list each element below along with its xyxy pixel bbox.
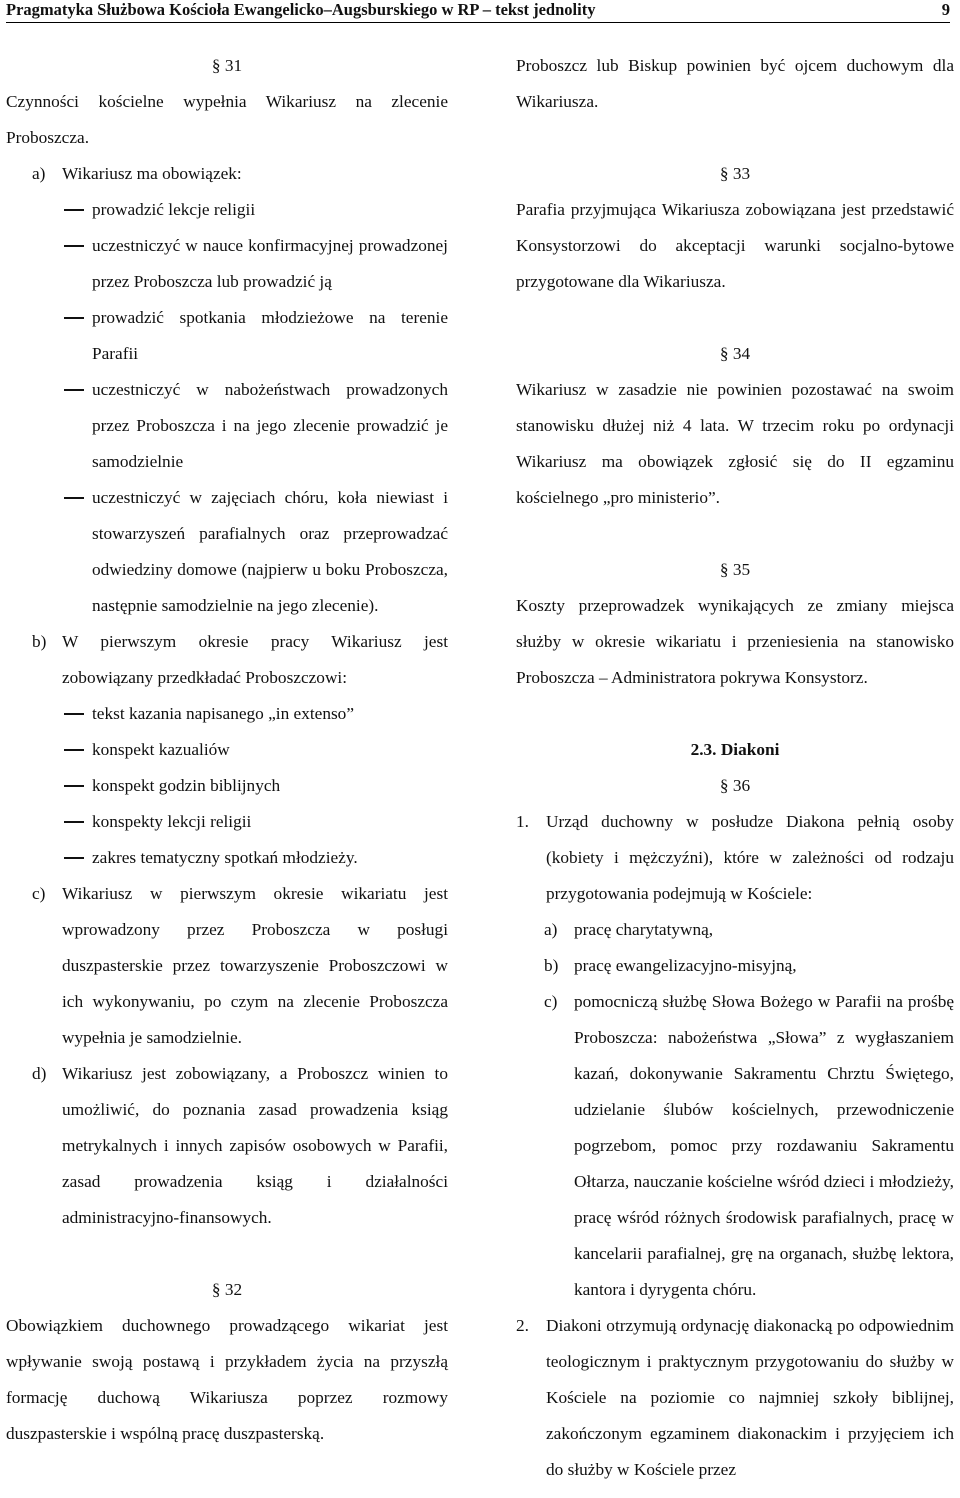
list-item-text: Wikariusz jest zobowiązany, a Proboszcz winien to umożliwić, do poznania zasad prowadzenia ksiąg metrykalnych i innych zapisów osobowych w Parafii, zasad prowadzenia ksiąg i działalności administracyjno-finansowych. — [62, 1064, 448, 1227]
section-33-text: Parafia przyjmująca Wikariusza zobowiązana jest przedstawić Konsystorzowi do akceptacji warunki socjalno-bytowe przygotowane dla Wikariusza. — [516, 200, 954, 291]
dash-item-text: konspekty lekcji religii — [92, 812, 252, 831]
list-label: b) — [32, 632, 47, 651]
section-31-intro: Czynności kościelne wypełnia Wikariusz na zlecenie Proboszcza. — [6, 92, 448, 147]
dash-bullet — [64, 497, 84, 499]
spacer — [516, 120, 954, 156]
dash-item-text: tekst kazania napisanego „in extenso” — [92, 704, 354, 723]
dash-item-text: konspekt kazualiów — [92, 740, 230, 759]
list-item-text: Wikariusz ma obowiązek: — [62, 164, 242, 183]
dash-item-text: konspekt godzin biblijnych — [92, 776, 281, 795]
dash-item-text: prowadzić spotkania młodzieżowe na terenie Parafii — [92, 308, 448, 363]
sub-item-c — [516, 984, 954, 1308]
dash-bullet — [64, 821, 84, 823]
section-36-heading: § 36 — [719, 776, 751, 795]
section-35-heading: § 35 — [719, 560, 751, 579]
left-column — [6, 48, 448, 1452]
running-header — [6, 0, 950, 23]
dash-item — [6, 480, 448, 624]
dash-item-text: zakres tematyczny spotkań młodzieży. — [92, 848, 358, 867]
dash-item-text: uczestniczyć w nauce konfirmacyjnej prowadzonej przez Proboszcza lub prowadzić ją — [92, 236, 448, 291]
dash-item-text: uczestniczyć w zajęciach chóru, koła niewiast i stowarzyszeń parafialnych oraz przeprowadzać odwiedziny domowe (najpierw u boku Proboszcza, następnie samodzielnie na jego zlecenie). — [92, 488, 448, 615]
sub-item-text: pracę charytatywną, — [574, 920, 714, 939]
sub-label: c) — [544, 992, 558, 1011]
sub-label: b) — [544, 956, 559, 975]
spacer — [516, 516, 954, 552]
numbered-item-text: Urząd duchowny w posłudze Diakona pełnią osoby (kobiety i mężczyźni), które w zależności od rodzaju przygotowania podejmują w Kościele: — [546, 812, 954, 903]
section-31-heading: § 31 — [211, 56, 243, 75]
section-34-heading: § 34 — [719, 344, 751, 363]
dash-bullet — [64, 209, 84, 211]
dash-bullet — [64, 389, 84, 391]
dash-item-text: prowadzić lekcje religii — [92, 200, 256, 219]
section-34-text: Wikariusz w zasadzie nie powinien pozostawać na swoim stanowisku dłużej niż 4 lata. W trzecim roku po ordynacji Wikariusz ma obowiązek zgłosić się do II egzaminu kościelnego „pro ministerio”. — [516, 380, 954, 507]
dash-item — [6, 372, 448, 480]
chapter-heading: 2.3. Diakoni — [690, 740, 780, 759]
sub-item-b — [516, 948, 954, 984]
dash-bullet — [64, 245, 84, 247]
section-32-heading: § 32 — [211, 1280, 243, 1299]
dash-bullet — [64, 317, 84, 319]
sub-item-a — [516, 912, 954, 948]
dash-item — [6, 192, 448, 228]
list-item-d — [6, 1056, 448, 1236]
right-column — [516, 48, 954, 1488]
numbered-item-text: Diakoni otrzymują ordynację diakonacką po odpowiednim teologicznym i praktycznym przygotowaniu do służby w Kościele na poziomie co najmniej szkoły biblijnej, zakończonym egzaminem diakonackim i przyjęciem ich do służby w Kościele przez — [546, 1316, 954, 1479]
list-label: a) — [32, 164, 46, 183]
list-item-text: W pierwszym okresie pracy Wikariusz jest zobowiązany przedkładać Proboszczowi: — [62, 632, 448, 687]
dash-bullet — [64, 749, 84, 751]
dash-item-text: uczestniczyć w nabożeństwach prowadzonych przez Proboszcza i na jego zlecenie prowadzić je samodzielnie — [92, 380, 448, 471]
numbered-item-1 — [516, 804, 954, 912]
page-number: 9 — [941, 0, 950, 19]
dash-item — [6, 228, 448, 300]
dash-item — [6, 696, 448, 732]
numbered-item-2 — [516, 1308, 954, 1488]
dash-item — [6, 804, 448, 840]
numbered-label: 2. — [516, 1316, 529, 1335]
dash-bullet — [64, 785, 84, 787]
dash-bullet — [64, 713, 84, 715]
dash-bullet — [64, 857, 84, 859]
dash-item — [6, 300, 448, 372]
spacer — [516, 696, 954, 732]
list-item-c — [6, 876, 448, 1056]
header-title: Pragmatyka Służbowa Kościoła Ewangelicko–Augsburskiego w RP – tekst jednolity — [6, 0, 596, 19]
dash-item — [6, 840, 448, 876]
section-35-text: Koszty przeprowadzek wynikających ze zmiany miejsca służby w okresie wikariatu i przeniesienia na stanowisko Proboszcza – Administratora pokrywa Konsystorz. — [516, 596, 954, 687]
dash-item — [6, 768, 448, 804]
list-label: c) — [32, 884, 46, 903]
sub-label: a) — [544, 920, 558, 939]
section-31-continuation: Proboszcz lub Biskup powinien być ojcem duchowym dla Wikariusza. — [516, 56, 954, 111]
list-item-text: Wikariusz w pierwszym okresie wikariatu jest wprowadzony przez Proboszcza w posługi duszpasterskie przez towarzyszenie Proboszczowi w ich wykonywaniu, po czym na zlecenie Proboszcza wypełnia je samodzielnie. — [62, 884, 448, 1047]
section-33-heading: § 33 — [719, 164, 751, 183]
numbered-label: 1. — [516, 812, 529, 831]
list-item-b — [6, 624, 448, 696]
section-32-text: Obowiązkiem duchownego prowadzącego wikariat jest wpływanie swoją postawą i przykładem życia na przyszłą formację duchową Wikariusza poprzez rozmowy duszpasterskie i wspólną pracę duszpasterską. — [6, 1316, 448, 1443]
sub-item-text: pomocniczą służbę Słowa Bożego w Parafii na prośbę Proboszcza: nabożeństwa „Słowa” z wygłaszaniem kazań, dokonywanie Sakramentu Chrztu Świętego, udzielanie ślubów kościelnych, przewodniczenie pogrzebom, pomoc przy rozdawaniu Sakramentu Ołtarza, nauczanie kościelne wśród dzieci i młodzieży, pracę wśród różnych środowisk parafialnych, pracę w kancelarii parafialnej, grę na organach, służbę lektora, kantora i dyrygenta chóru. — [574, 992, 954, 1299]
spacer — [6, 1236, 448, 1272]
list-label: d) — [32, 1064, 47, 1083]
spacer — [516, 300, 954, 336]
list-item-a — [6, 156, 448, 192]
dash-item — [6, 732, 448, 768]
sub-item-text: pracę ewangelizacyjno-misyjną, — [574, 956, 797, 975]
